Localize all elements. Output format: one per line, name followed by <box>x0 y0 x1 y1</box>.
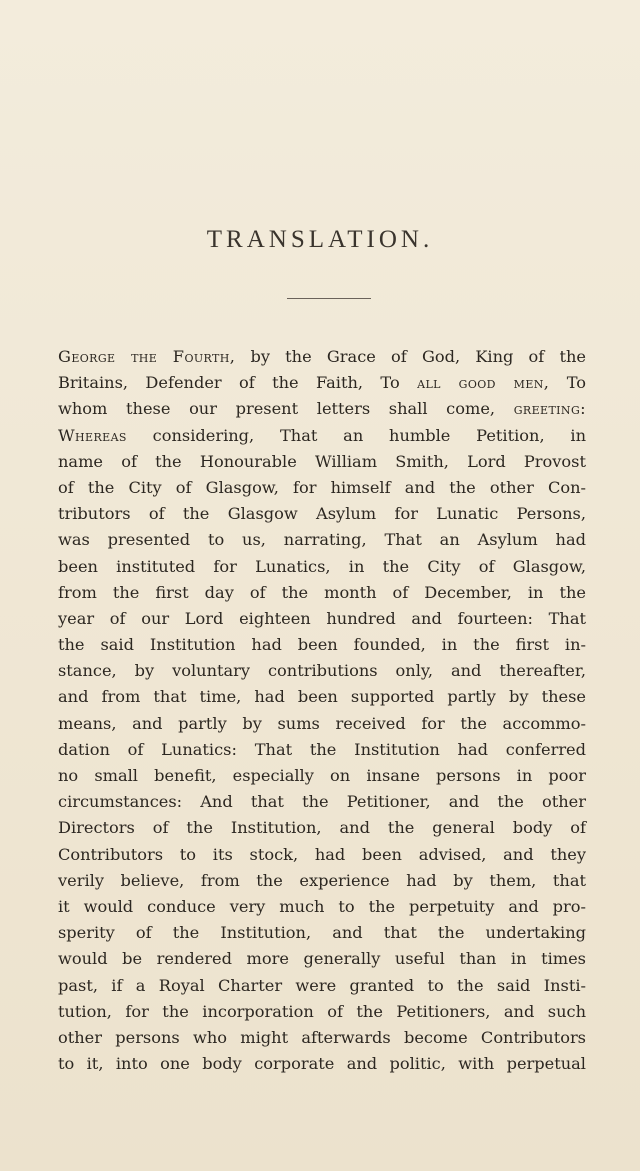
text-line <box>58 868 586 894</box>
small-caps-text: greeting: <box>513 399 586 419</box>
text-run: would be rendered more generally useful than in times <box>58 949 586 969</box>
text-run: tution, for the incorporation of the Petitioners, and such <box>58 1001 586 1021</box>
text-line <box>58 999 586 1025</box>
text-line <box>58 973 586 999</box>
text-line <box>58 449 586 475</box>
text-line <box>58 684 586 710</box>
text-run: dation of Lunatics: That the Institution had conferred <box>58 739 586 759</box>
text-run: Contributors to its stock, had been advised, and they <box>58 844 586 864</box>
text-run: To <box>549 373 586 393</box>
small-caps-text: George the Fourth, <box>58 347 236 366</box>
text-run: stance, by voluntary contributions only, and thereafter, <box>58 661 586 681</box>
text-run: to it, into one body corporate and politic, with perpetual <box>58 1054 586 1074</box>
small-caps-text: Whereas <box>58 425 127 445</box>
text-line <box>58 1025 586 1051</box>
text-run: from the first day of the month of December, in the <box>58 582 586 602</box>
text-line <box>58 842 586 868</box>
text-line <box>58 527 586 553</box>
text-run: was presented to us, narrating, That an Asylum had <box>58 530 586 550</box>
text-run: tributors of the Glasgow Asylum for Lunatic Persons, <box>58 504 586 524</box>
text-line <box>58 344 586 370</box>
small-caps-text: all good men, <box>417 373 550 393</box>
text-run: been instituted for Lunatics, in the City of Glasgow, <box>58 556 586 576</box>
page-title: TRANSLATION. <box>206 226 434 253</box>
text-run: by the Grace of God, King of the <box>235 347 586 366</box>
text-line <box>58 396 586 422</box>
text-run: it would conduce very much to the perpetuity and pro- <box>58 896 586 916</box>
text-line <box>58 501 586 527</box>
text-line <box>58 475 586 501</box>
text-run: of the City of Glasgow, for himself and the other Con- <box>58 477 586 497</box>
text-run: name of the Honourable William Smith, Lord Provost <box>58 451 586 471</box>
text-line <box>58 580 586 606</box>
text-run: no small benefit, especially on insane persons in poor <box>58 766 586 785</box>
text-line <box>58 737 586 763</box>
text-line <box>58 632 586 658</box>
text-run: past, if a Royal Charter were granted to the said Insti- <box>58 975 586 995</box>
text-line <box>58 920 586 946</box>
text-run: circumstances: And that the Petitioner, and the other <box>58 792 586 812</box>
title-rule <box>287 298 371 299</box>
text-run: year of our Lord eighteen hundred and fourteen: That <box>58 608 586 628</box>
text-run: considering, That an humble Petition, in <box>126 425 586 445</box>
text-line <box>58 1051 586 1077</box>
text-run: Britains, Defender of the Faith, To <box>58 373 418 393</box>
text-line <box>58 711 586 737</box>
text-line <box>58 423 586 449</box>
text-line <box>58 606 586 632</box>
text-line <box>58 370 586 396</box>
text-run: sperity of the Institution, and that the undertaking <box>58 923 586 943</box>
text-run: other persons who might afterwards become Contributors <box>58 1027 586 1047</box>
text-line <box>58 946 586 972</box>
text-line <box>58 763 586 789</box>
text-run: and from that time, had been supported partly by these <box>58 687 586 707</box>
text-line <box>58 894 586 920</box>
text-run: Directors of the Institution, and the general body of <box>58 818 586 838</box>
text-line <box>58 554 586 580</box>
text-run: the said Institution had been founded, in the first in- <box>58 635 586 655</box>
text-run: means, and partly by sums received for the accommo- <box>58 713 586 733</box>
text-line <box>58 658 586 684</box>
text-line <box>58 789 586 815</box>
text-run: verily believe, from the experience had by them, that <box>58 870 586 890</box>
text-run: whom these our present letters shall come, <box>58 399 514 419</box>
text-line <box>58 815 586 841</box>
body-paragraph <box>58 344 586 1077</box>
